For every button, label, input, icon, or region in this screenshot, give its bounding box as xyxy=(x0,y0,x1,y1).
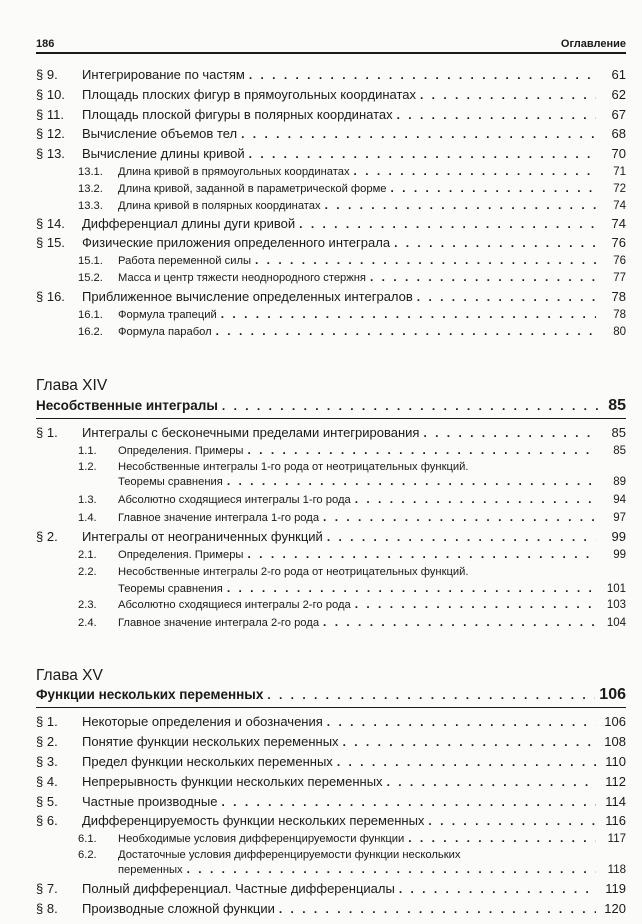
section-number: § 6. xyxy=(36,813,58,828)
dot-leader xyxy=(391,180,597,197)
dot-leader xyxy=(255,252,596,269)
section-number: § 11. xyxy=(36,107,64,122)
entry-page: 74 xyxy=(611,216,626,231)
toc-entry xyxy=(36,793,626,811)
toc-subentry xyxy=(36,323,626,339)
entry-title: Определения. Примеры xyxy=(118,549,244,561)
dot-leader xyxy=(249,66,596,84)
dot-leader xyxy=(227,473,596,490)
toc-entry xyxy=(36,880,626,898)
entry-page: 97 xyxy=(613,512,626,524)
entry-page: 117 xyxy=(607,833,626,845)
toc-entry xyxy=(36,733,626,751)
dot-leader xyxy=(216,323,596,340)
entry-title: Некоторые определения и обозначения xyxy=(82,714,323,729)
section-number: § 1. xyxy=(36,714,58,729)
entry-title: Вычисление длины кривой xyxy=(82,146,245,161)
dot-leader xyxy=(323,614,596,631)
dot-leader xyxy=(323,509,596,526)
dot-leader xyxy=(279,900,596,918)
chapter-page: 85 xyxy=(608,397,626,414)
toc-subentry xyxy=(36,180,626,196)
entry-title: Площадь плоских фигур в прямоугольных координатах xyxy=(82,87,416,102)
toc-entry xyxy=(36,812,626,830)
toc-subentry xyxy=(36,596,626,612)
toc-entry xyxy=(36,145,626,163)
subsection-number: 13.1. xyxy=(78,166,103,178)
entry-page: 114 xyxy=(605,794,626,809)
dot-leader xyxy=(370,269,596,286)
dot-leader xyxy=(423,424,596,442)
entry-page: 76 xyxy=(613,255,626,267)
entry-page: 94 xyxy=(613,494,626,506)
entry-title: Главное значение интеграла 2-го рода xyxy=(118,617,320,629)
subsection-number: 1.1. xyxy=(78,445,97,457)
toc-subentry-continuation xyxy=(118,580,626,596)
entry-title: Формула парабол xyxy=(118,326,212,338)
chapter-title: Несобственные интегралы xyxy=(36,398,218,413)
entry-title: Достаточные условия дифференцируемости функции нескольких xyxy=(118,849,461,861)
entry-title: Длина кривой в прямоугольных координатах xyxy=(118,166,350,178)
chapter-title-row xyxy=(36,395,626,417)
entry-page: 68 xyxy=(611,126,626,141)
entry-title: Площадь плоской фигуры в полярных координатах xyxy=(82,107,393,122)
running-title: Оглавление xyxy=(560,38,626,50)
entry-title-continuation: Теоремы сравнения xyxy=(118,583,223,595)
section-number: § 14. xyxy=(36,216,65,231)
entry-page: 99 xyxy=(611,529,626,544)
entry-page: 78 xyxy=(613,309,626,321)
chapter-label: Глава XV xyxy=(36,667,103,684)
entry-title: Дифференциал длины дуги кривой xyxy=(82,216,296,231)
dot-leader xyxy=(299,215,596,233)
toc-subentry-continuation xyxy=(118,473,626,489)
toc-entry xyxy=(36,234,626,252)
subsection-number: 1.3. xyxy=(78,494,97,506)
entry-page: 108 xyxy=(604,734,626,749)
entry-page: 119 xyxy=(605,881,626,896)
dot-leader xyxy=(327,713,596,731)
entry-title: Абсолютно сходящиеся интегралы 1-го рода xyxy=(118,494,351,506)
section-number: § 7. xyxy=(36,881,58,896)
dot-leader xyxy=(343,733,596,751)
dot-leader xyxy=(187,861,596,878)
entry-page: 61 xyxy=(611,67,626,82)
dot-leader xyxy=(420,86,596,104)
entry-page: 80 xyxy=(613,326,626,338)
toc-entry xyxy=(36,753,626,771)
entry-title: Предел функции нескольких переменных xyxy=(82,754,333,769)
entry-title: Несобственные интегралы 1-го рода от неотрицательных функций. xyxy=(118,461,469,473)
entry-page: 103 xyxy=(606,599,626,611)
dot-leader xyxy=(221,306,596,323)
toc-subentry xyxy=(36,163,626,179)
section-number: § 2. xyxy=(36,529,58,544)
entry-page: 106 xyxy=(604,714,626,729)
section-number: § 9. xyxy=(36,67,58,82)
section-number: § 16. xyxy=(36,289,65,304)
toc-subentry xyxy=(36,546,626,562)
dot-leader xyxy=(399,880,596,898)
dot-leader xyxy=(337,753,596,771)
toc-entry xyxy=(36,900,626,918)
toc-entry xyxy=(36,424,626,442)
entry-page: 112 xyxy=(605,774,626,789)
entry-title: Дифференцируемость функции нескольких переменных xyxy=(82,813,425,828)
dot-leader xyxy=(355,491,596,508)
toc-subentry xyxy=(36,442,626,458)
dot-leader xyxy=(394,234,596,252)
entry-title: Непрерывность функции нескольких переменных xyxy=(82,774,383,789)
page-number: 186 xyxy=(36,38,55,50)
dot-leader xyxy=(428,812,596,830)
subsection-number: 13.2. xyxy=(78,183,103,195)
toc-entry xyxy=(36,215,626,233)
section-number: § 4. xyxy=(36,774,58,789)
entry-title: Понятие функции нескольких переменных xyxy=(82,734,339,749)
dot-leader xyxy=(267,684,595,706)
dot-leader xyxy=(221,793,596,811)
entry-page: 62 xyxy=(611,87,626,102)
subsection-number: 1.2. xyxy=(78,461,97,473)
entry-page: 76 xyxy=(611,235,626,250)
chapter-label: Глава XIV xyxy=(36,377,108,394)
dot-leader xyxy=(408,830,596,847)
dot-leader xyxy=(354,163,596,180)
entry-title: Производные сложной функции xyxy=(82,901,275,916)
chapter-title: Функции нескольких переменных xyxy=(36,687,264,702)
dot-leader xyxy=(222,395,604,417)
toc-entry xyxy=(36,86,626,104)
entry-title: Несобственные интегралы 2-го рода от неотрицательных функций. xyxy=(118,566,469,578)
entry-page: 85 xyxy=(611,425,626,440)
subsection-number: 2.2. xyxy=(78,566,97,578)
entry-title: Полный дифференциал. Частные дифференциалы xyxy=(82,881,395,896)
toc-subentry xyxy=(36,564,626,580)
entry-page: 72 xyxy=(613,183,626,195)
entry-title: Физические приложения определенного интеграла xyxy=(82,235,391,250)
toc-subentry xyxy=(36,614,626,630)
subsection-number: 2.1. xyxy=(78,549,97,561)
chapter-rule xyxy=(36,418,626,419)
entry-title: Главное значение интеграла 1-го рода xyxy=(118,512,320,524)
entry-title-continuation: переменных xyxy=(118,864,183,876)
section-number: § 13. xyxy=(36,146,65,161)
entry-title: Работа переменной силы xyxy=(118,255,252,267)
dot-leader xyxy=(387,773,596,791)
entry-page: 77 xyxy=(613,272,626,284)
section-number: § 3. xyxy=(36,754,58,769)
toc-subentry xyxy=(36,306,626,322)
entry-title: Частные производные xyxy=(82,794,218,809)
chapter-rule xyxy=(36,707,626,708)
entry-title: Формула трапеций xyxy=(118,309,217,321)
subsection-number: 16.1. xyxy=(78,309,103,321)
section-number: § 15. xyxy=(36,235,65,250)
subsection-number: 15.2. xyxy=(78,272,103,284)
dot-leader xyxy=(397,106,596,124)
entry-page: 99 xyxy=(613,549,626,561)
entry-page: 104 xyxy=(606,617,626,629)
entry-title: Интегралы с бесконечными пределами интегрирования xyxy=(82,425,420,440)
entry-title: Определения. Примеры xyxy=(118,445,244,457)
entry-title: Интегрирование по частям xyxy=(82,67,245,82)
entry-page: 110 xyxy=(605,754,626,769)
subsection-number: 15.1. xyxy=(78,255,103,267)
entry-page: 116 xyxy=(605,813,626,828)
toc-subentry xyxy=(36,491,626,507)
dot-leader xyxy=(325,197,596,214)
toc-subentry-continuation xyxy=(118,861,626,877)
toc-entry xyxy=(36,66,626,84)
section-number: § 1. xyxy=(36,425,58,440)
entry-page: 89 xyxy=(613,476,626,488)
subsection-number: 1.4. xyxy=(78,512,97,524)
entry-page: 74 xyxy=(613,200,626,212)
toc-entry xyxy=(36,528,626,546)
toc-subentry xyxy=(36,830,626,846)
subsection-number: 16.2. xyxy=(78,326,103,338)
section-number: § 8. xyxy=(36,901,58,916)
entry-page: 67 xyxy=(611,107,626,122)
dot-leader xyxy=(355,596,596,613)
entry-title: Абсолютно сходящиеся интегралы 2-го рода xyxy=(118,599,351,611)
subsection-number: 6.2. xyxy=(78,849,97,861)
toc-subentry xyxy=(36,509,626,525)
entry-page: 85 xyxy=(613,445,626,457)
entry-page: 78 xyxy=(611,289,626,304)
toc-entry xyxy=(36,713,626,731)
dot-leader xyxy=(247,442,596,459)
entry-page: 118 xyxy=(607,864,626,876)
dot-leader xyxy=(227,580,596,597)
entry-page: 70 xyxy=(611,146,626,161)
entry-page: 120 xyxy=(604,901,626,916)
subsection-number: 6.1. xyxy=(78,833,97,845)
running-header xyxy=(36,38,626,54)
dot-leader xyxy=(417,288,596,306)
dot-leader xyxy=(249,145,596,163)
dot-leader xyxy=(247,546,596,563)
entry-title: Длина кривой, заданной в параметрической форме xyxy=(118,183,387,195)
subsection-number: 13.3. xyxy=(78,200,103,212)
entry-page: 71 xyxy=(613,166,626,178)
subsection-number: 2.4. xyxy=(78,617,97,629)
entry-title: Интегралы от неограниченных функций xyxy=(82,529,323,544)
entry-title: Приближенное вычисление определенных интегралов xyxy=(82,289,413,304)
chapter-title-row xyxy=(36,684,626,706)
toc-entry xyxy=(36,288,626,306)
section-number: § 12. xyxy=(36,126,65,141)
chapter-page: 106 xyxy=(599,686,626,703)
entry-title: Вычисление объемов тел xyxy=(82,126,238,141)
toc-entry xyxy=(36,106,626,124)
toc-subentry xyxy=(36,197,626,213)
toc-subentry xyxy=(36,252,626,268)
dot-leader xyxy=(327,528,596,546)
dot-leader xyxy=(241,125,596,143)
entry-title: Длина кривой в полярных координатах xyxy=(118,200,321,212)
entry-title: Необходимые условия дифференцируемости функции xyxy=(118,833,405,845)
entry-title-continuation: Теоремы сравнения xyxy=(118,476,223,488)
entry-page: 101 xyxy=(606,583,626,595)
section-number: § 5. xyxy=(36,794,58,809)
subsection-number: 2.3. xyxy=(78,599,97,611)
entry-title: Масса и центр тяжести неоднородного стержня xyxy=(118,272,366,284)
section-number: § 2. xyxy=(36,734,58,749)
toc-entry xyxy=(36,125,626,143)
toc-entry xyxy=(36,773,626,791)
toc-subentry xyxy=(36,269,626,285)
section-number: § 10. xyxy=(36,87,65,102)
